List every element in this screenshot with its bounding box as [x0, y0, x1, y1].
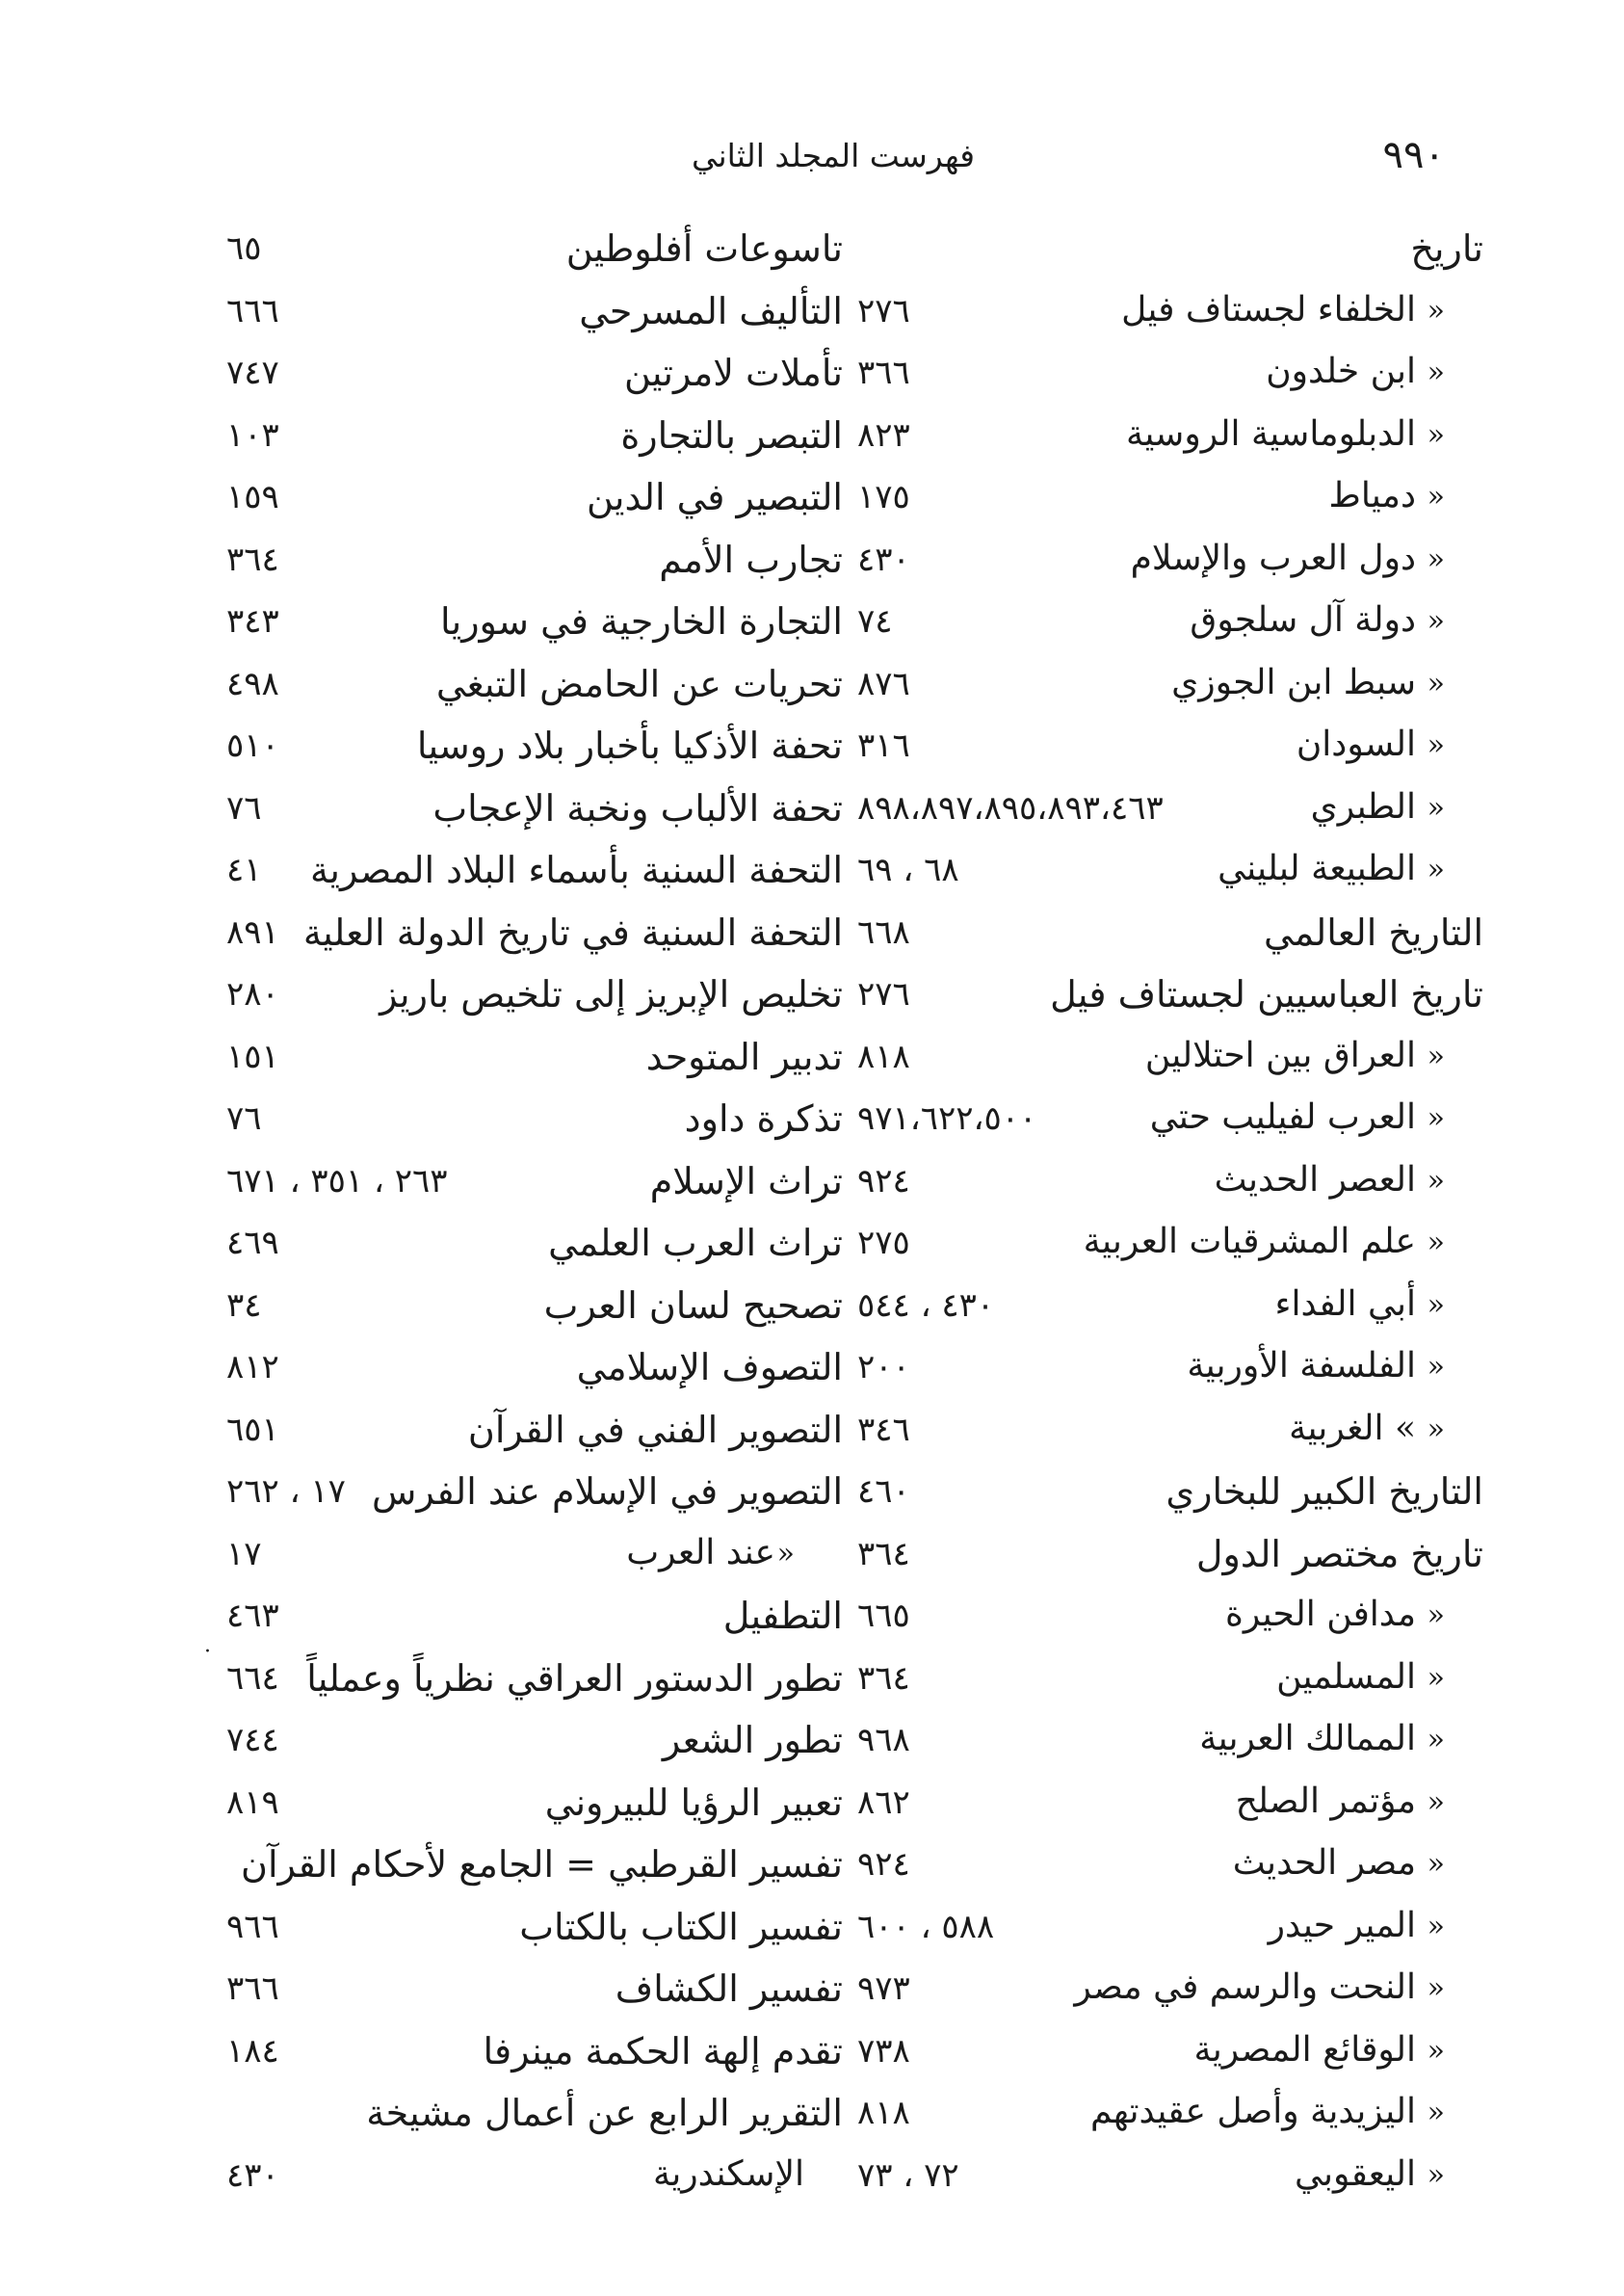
entry-title: الخلفاء لجستاف فيل [1121, 289, 1416, 330]
entry-pages: ٨٧٦ [857, 664, 910, 703]
page-number: ٩٩٠ [1382, 133, 1445, 177]
entry-pages: ٢٠٠ [857, 1348, 910, 1386]
entry-pages: ٢٧٦ [857, 291, 910, 330]
index-entry [226, 1214, 843, 1277]
entry-title: تعبير الرؤيا للبيروني [544, 1781, 843, 1824]
ditto-mark: « [1427, 2033, 1445, 2068]
entry-title: التاريخ الكبير للبخاري [1166, 1470, 1483, 1513]
entry-title: تراث العرب العلمي [548, 1222, 843, 1264]
entry-pages: ٣٤ [226, 1285, 262, 1325]
ditto-mark: « [1427, 1784, 1445, 1819]
entry-pages: ٧٦ [226, 1099, 262, 1138]
entry-pages: ٨١٩ [226, 1782, 279, 1822]
index-entry [857, 904, 1483, 966]
entry-pages: ٨٩١ [226, 912, 279, 952]
index-entry [226, 1401, 843, 1464]
entry-title: تاريخ [1410, 227, 1483, 270]
entry-title: الوقائع المصرية [1193, 2029, 1416, 2070]
index-entry [226, 282, 843, 345]
entry-pages: ٨١٢ [226, 1348, 279, 1386]
entry-title: مصر الحديث [1232, 1843, 1416, 1883]
entry-pages: ٤٣٠ ، ٥٤٤ [857, 1285, 995, 1325]
ditto-mark: « [1427, 790, 1445, 825]
entry-pages: ٣٤٦ [857, 1410, 910, 1449]
index-entry [857, 1649, 1445, 1712]
index-entry [857, 220, 1483, 282]
index-entry [857, 717, 1445, 779]
entry-pages: ١٨٤ [226, 2031, 279, 2071]
index-entry [226, 2084, 843, 2147]
entry-pages: ٣٤٣ [226, 602, 279, 641]
index-entry [857, 282, 1445, 345]
entry-title: المير حيدر [1268, 1905, 1416, 1945]
index-entry [857, 1338, 1445, 1401]
entry-title: تفسير القرطبي = الجامع لأحكام القرآن [241, 1843, 843, 1886]
entry-title: الطبري [1310, 786, 1416, 827]
index-entry [226, 841, 843, 904]
index-entry [226, 655, 843, 718]
entry-title: تطور الشعر [662, 1719, 843, 1761]
index-entry [226, 1028, 843, 1091]
entry-pages: ٩٢٤ [857, 1845, 910, 1884]
entry-pages: ٨١٨ [857, 2094, 910, 2132]
index-entry [226, 2147, 804, 2209]
entry-pages: ٧٦ [226, 788, 262, 828]
ditto-mark: « [1427, 2157, 1445, 2192]
entry-pages: ٣٦٤ [857, 1658, 910, 1698]
entry-title: تفسير الكتاب بالكتاب [519, 1905, 843, 1948]
entry-pages: ٣٦٦ [857, 354, 910, 392]
index-entry [857, 407, 1445, 469]
entry-pages: ١٧ ، ٢٦٢ [226, 1472, 346, 1511]
entry-title: العصر الحديث [1214, 1159, 1416, 1200]
entry-pages: ١٥١ [226, 1037, 279, 1076]
index-entry [226, 1090, 843, 1152]
entry-pages: ٥١٠ [226, 726, 279, 765]
ditto-mark: « [1427, 293, 1445, 328]
ditto-mark: « [1427, 604, 1445, 638]
index-entry [857, 1711, 1445, 1774]
entry-pages: ٤٦٩ [226, 1224, 279, 1262]
entry-pages: ٧٣٨ [857, 2031, 910, 2071]
index-entry [857, 965, 1483, 1028]
index-entry [226, 593, 843, 655]
ditto-mark: « [1427, 1847, 1445, 1881]
index-entry [226, 1898, 843, 1961]
ditto-mark: « [1427, 480, 1445, 514]
ditto-mark: « [1427, 1226, 1445, 1259]
index-entry [226, 468, 843, 531]
index-entry [857, 2084, 1445, 2147]
entry-pages: ٢٨٠ [226, 975, 279, 1014]
entry-title: دمياط [1328, 476, 1416, 515]
entry-title: اليعقوبي [1294, 2153, 1416, 2194]
entry-pages: ٩٧٣ [857, 1969, 910, 2008]
index-entry [857, 1090, 1445, 1152]
entry-title: دول العرب والإسلام [1130, 538, 1416, 578]
entry-title: » الغربية [1289, 1408, 1416, 1448]
index-entry [857, 1774, 1445, 1836]
index-entry [857, 468, 1445, 531]
entry-pages: ٧٤٧ [226, 354, 279, 392]
entry-title: الطبيعة لبليني [1218, 849, 1416, 888]
index-entry [857, 1587, 1445, 1649]
entry-pages: ١٧٥ [857, 478, 910, 516]
index-entry [226, 1277, 843, 1339]
entry-title: سبط ابن الجوزي [1171, 662, 1416, 702]
index-entry [226, 1649, 843, 1712]
index-entry [226, 1711, 843, 1774]
index-entry [857, 1525, 1483, 1588]
entry-pages: ٤٣٠ [226, 2155, 279, 2195]
entry-title: تحفة الألباب ونخبة الإعجاب [432, 786, 843, 830]
entry-pages: ٨٩٨،٨٩٧،٨٩٥،٨٩٣،٤٦٣ [857, 788, 1164, 828]
entry-title: التأليف المسرحي [579, 289, 843, 332]
entry-title: تأملات لامرتين [624, 352, 843, 394]
index-entry [226, 1152, 843, 1215]
entry-pages: ٤٣٠ [857, 540, 910, 579]
entry-title: مؤتمر الصلح [1235, 1781, 1416, 1821]
index-entry [226, 1587, 843, 1649]
index-entry [857, 655, 1445, 718]
entry-pages: ٢٧٦ [857, 975, 910, 1014]
ditto-mark: « [1427, 1660, 1445, 1695]
index-entry [226, 1960, 843, 2022]
index-entry [226, 1463, 843, 1525]
ditto-mark: « [1427, 853, 1445, 886]
index-column-left [226, 220, 843, 2208]
entry-pages: ٩٢٤ [857, 1161, 910, 1201]
entry-title: التصوف الإسلامي [576, 1346, 843, 1388]
ditto-mark: « [1427, 1723, 1445, 1756]
ditto-mark: « [1427, 1350, 1445, 1384]
entry-title: اليزيدية وأصل عقيدتهم [1089, 2092, 1416, 2131]
entry-title: تدبير المتوحد [645, 1035, 843, 1078]
ditto-mark: « [1427, 541, 1445, 576]
entry-title: الدبلوماسية الروسية [1126, 413, 1416, 454]
entry-title: التصوير في الإسلام عند الفرس [372, 1470, 843, 1513]
entry-title: التحفة السنية بأسماء البلاد المصرية [310, 849, 843, 891]
ditto-mark: « [1427, 1039, 1445, 1073]
entry-pages: ٤١ [226, 851, 262, 889]
ditto-mark: « [1427, 417, 1445, 452]
index-entry [857, 1401, 1445, 1464]
entry-pages: ٥٨٨ ، ٦٠٠ [857, 1907, 995, 1946]
ditto-mark: « [1427, 2096, 1445, 2129]
index-entry [226, 407, 843, 469]
index-entry [226, 965, 843, 1028]
index-entry [226, 344, 843, 407]
entry-pages: ٢٦٣ ، ٣٥١ ، ٦٧١ [226, 1161, 448, 1201]
running-title: فهرست المجلد الثاني [691, 137, 975, 174]
index-entry [857, 1152, 1445, 1215]
page-header [222, 133, 1445, 200]
entry-title: تحريات عن الحامض التبغي [435, 662, 843, 705]
entry-title: ابن خلدون [1266, 352, 1416, 391]
index-entry [857, 1214, 1445, 1277]
entry-pages: ٤٦٣ [226, 1597, 279, 1635]
entry-pages: ٦٦٦ [226, 291, 279, 330]
index-entry [857, 1898, 1445, 1961]
entry-title: تاريخ العباسيين لجستاف فيل [1050, 973, 1483, 1016]
ditto-mark: « [1427, 1287, 1445, 1322]
entry-pages: ٣٦٤ [226, 540, 279, 579]
index-entry [226, 1835, 843, 1898]
index-entry [857, 1028, 1445, 1091]
index-entry [857, 1277, 1445, 1339]
entry-pages: ٦٦٨ [857, 912, 910, 952]
entry-title: تقدم إلهة الحكمة مينرفا [483, 2029, 843, 2072]
entry-title: الممالك العربية [1199, 1719, 1416, 1758]
ditto-mark: « [776, 1536, 795, 1570]
entry-title: التطفيل [722, 1595, 843, 1637]
entry-pages: ٩٦٦ [226, 1907, 279, 1946]
entry-pages: ٨٢٣ [857, 415, 910, 455]
entry-title: أبي الفداء [1274, 1283, 1416, 1324]
index-entry [857, 531, 1445, 594]
entry-title: دولة آل سلجوق [1190, 600, 1416, 640]
entry-title: تاريخ مختصر الدول [1195, 1532, 1483, 1575]
index-entry [226, 1774, 843, 1836]
entry-title: تذكرة داود [684, 1097, 843, 1140]
entry-title: العراق بين احتلالين [1144, 1035, 1416, 1075]
index-entry [226, 1338, 843, 1401]
entry-title: الفلسفة الأوربية [1187, 1346, 1416, 1386]
entry-title: التصوير الفني في القرآن [467, 1408, 843, 1451]
entry-pages: ١٥٩ [226, 478, 279, 516]
index-entry [226, 717, 843, 779]
index-entry [226, 2022, 843, 2085]
entry-pages: ٧٤٤ [226, 1721, 279, 1759]
index-entry [857, 1835, 1445, 1898]
index-entry [226, 904, 843, 966]
entry-title: النحت والرسم في مصر [1074, 1967, 1416, 2007]
entry-title: الإسكندرية [652, 2153, 804, 2194]
entry-title: تحفة الأذكيا بأخبار بلاد روسيا [416, 725, 843, 767]
ditto-mark: « [1427, 728, 1445, 762]
index-entry [857, 1960, 1445, 2022]
entry-title: المسلمين [1276, 1656, 1416, 1697]
ditto-mark: « [1427, 1598, 1445, 1632]
entry-title: تطور الدستور العراقي نظرياً وعملياً [306, 1656, 843, 1700]
entry-title: التحفة السنية في تاريخ الدولة العلية [302, 910, 843, 954]
index-entry [226, 531, 843, 594]
index-entry [226, 220, 843, 282]
entry-pages: ٣٦٤ [857, 1534, 910, 1573]
ditto-mark: « [1427, 356, 1445, 389]
index-column-right [857, 220, 1483, 2208]
entry-pages: ٦٥١ [226, 1410, 279, 1449]
index-entry [857, 1463, 1483, 1525]
margin-dot: · [204, 1640, 211, 1664]
entry-title: التبصير في الدين [586, 476, 843, 518]
index-entry [857, 2022, 1445, 2085]
entry-pages: ٢٧٥ [857, 1224, 910, 1262]
ditto-mark: « [1427, 666, 1445, 700]
entry-pages: ٦٦٤ [226, 1658, 279, 1698]
ditto-mark: « [1427, 1101, 1445, 1135]
entry-title: التبصر بالتجارة [620, 413, 843, 457]
entry-pages: ٦٦٥ [857, 1597, 910, 1635]
index-entry [857, 2147, 1445, 2209]
entry-title: تجارب الأمم [659, 538, 843, 581]
index-entry [857, 593, 1445, 655]
entry-title: التجارة الخارجية في سوريا [440, 600, 843, 643]
entry-title: تخليص الإبريز إلى تلخيص باريز [380, 973, 843, 1016]
entry-title: مدافن الحيرة [1224, 1595, 1416, 1634]
entry-title: تصحيح لسان العرب [543, 1283, 843, 1327]
entry-title: تاسوعات أفلوطين [565, 227, 843, 270]
index-entry [226, 1525, 804, 1588]
entry-title: السودان [1296, 725, 1416, 764]
entry-pages: ٨١٨ [857, 1037, 910, 1076]
entry-pages: ٧٢ ، ٧٣ [857, 2155, 959, 2195]
ditto-mark: « [1427, 1971, 1445, 2005]
ditto-mark: « [1427, 1412, 1445, 1446]
index-entry [226, 779, 843, 842]
entry-pages: ٧٤ [857, 602, 893, 641]
entry-title: العرب لفيليب حتي [1149, 1097, 1416, 1137]
index-entry [857, 779, 1445, 842]
index-entry [857, 344, 1445, 407]
entry-pages: ٣٦٦ [226, 1969, 279, 2008]
entry-pages: ٩٧١،٦٢٢،٥٠٠ [857, 1099, 1037, 1138]
ditto-mark: « [1427, 1163, 1445, 1198]
entry-title: عند العرب [626, 1532, 775, 1572]
entry-pages: ١٠٣ [226, 415, 279, 455]
index-entry [857, 841, 1445, 904]
entry-title: تراث الإسلام [649, 1159, 843, 1202]
entry-pages: ٤٩٨ [226, 664, 279, 703]
entry-pages: ٣١٦ [857, 726, 910, 765]
entry-pages: ٩٦٨ [857, 1721, 910, 1759]
entry-pages: ٨٦٢ [857, 1782, 910, 1822]
entry-title: التاريخ العالمي [1264, 910, 1483, 954]
entry-pages: ١٧ [226, 1534, 262, 1573]
entry-pages: ٤٦٠ [857, 1472, 910, 1511]
entry-title: علم المشرقيات العربية [1083, 1222, 1416, 1261]
entry-pages: ٦٨ ، ٦٩ [857, 851, 959, 889]
entry-title: تفسير الكشاف [615, 1967, 843, 2010]
entry-title: التقرير الرابع عن أعمال مشيخة [366, 2092, 843, 2134]
entry-pages: ٦٥ [226, 229, 262, 268]
ditto-mark: « [1427, 1909, 1445, 1943]
